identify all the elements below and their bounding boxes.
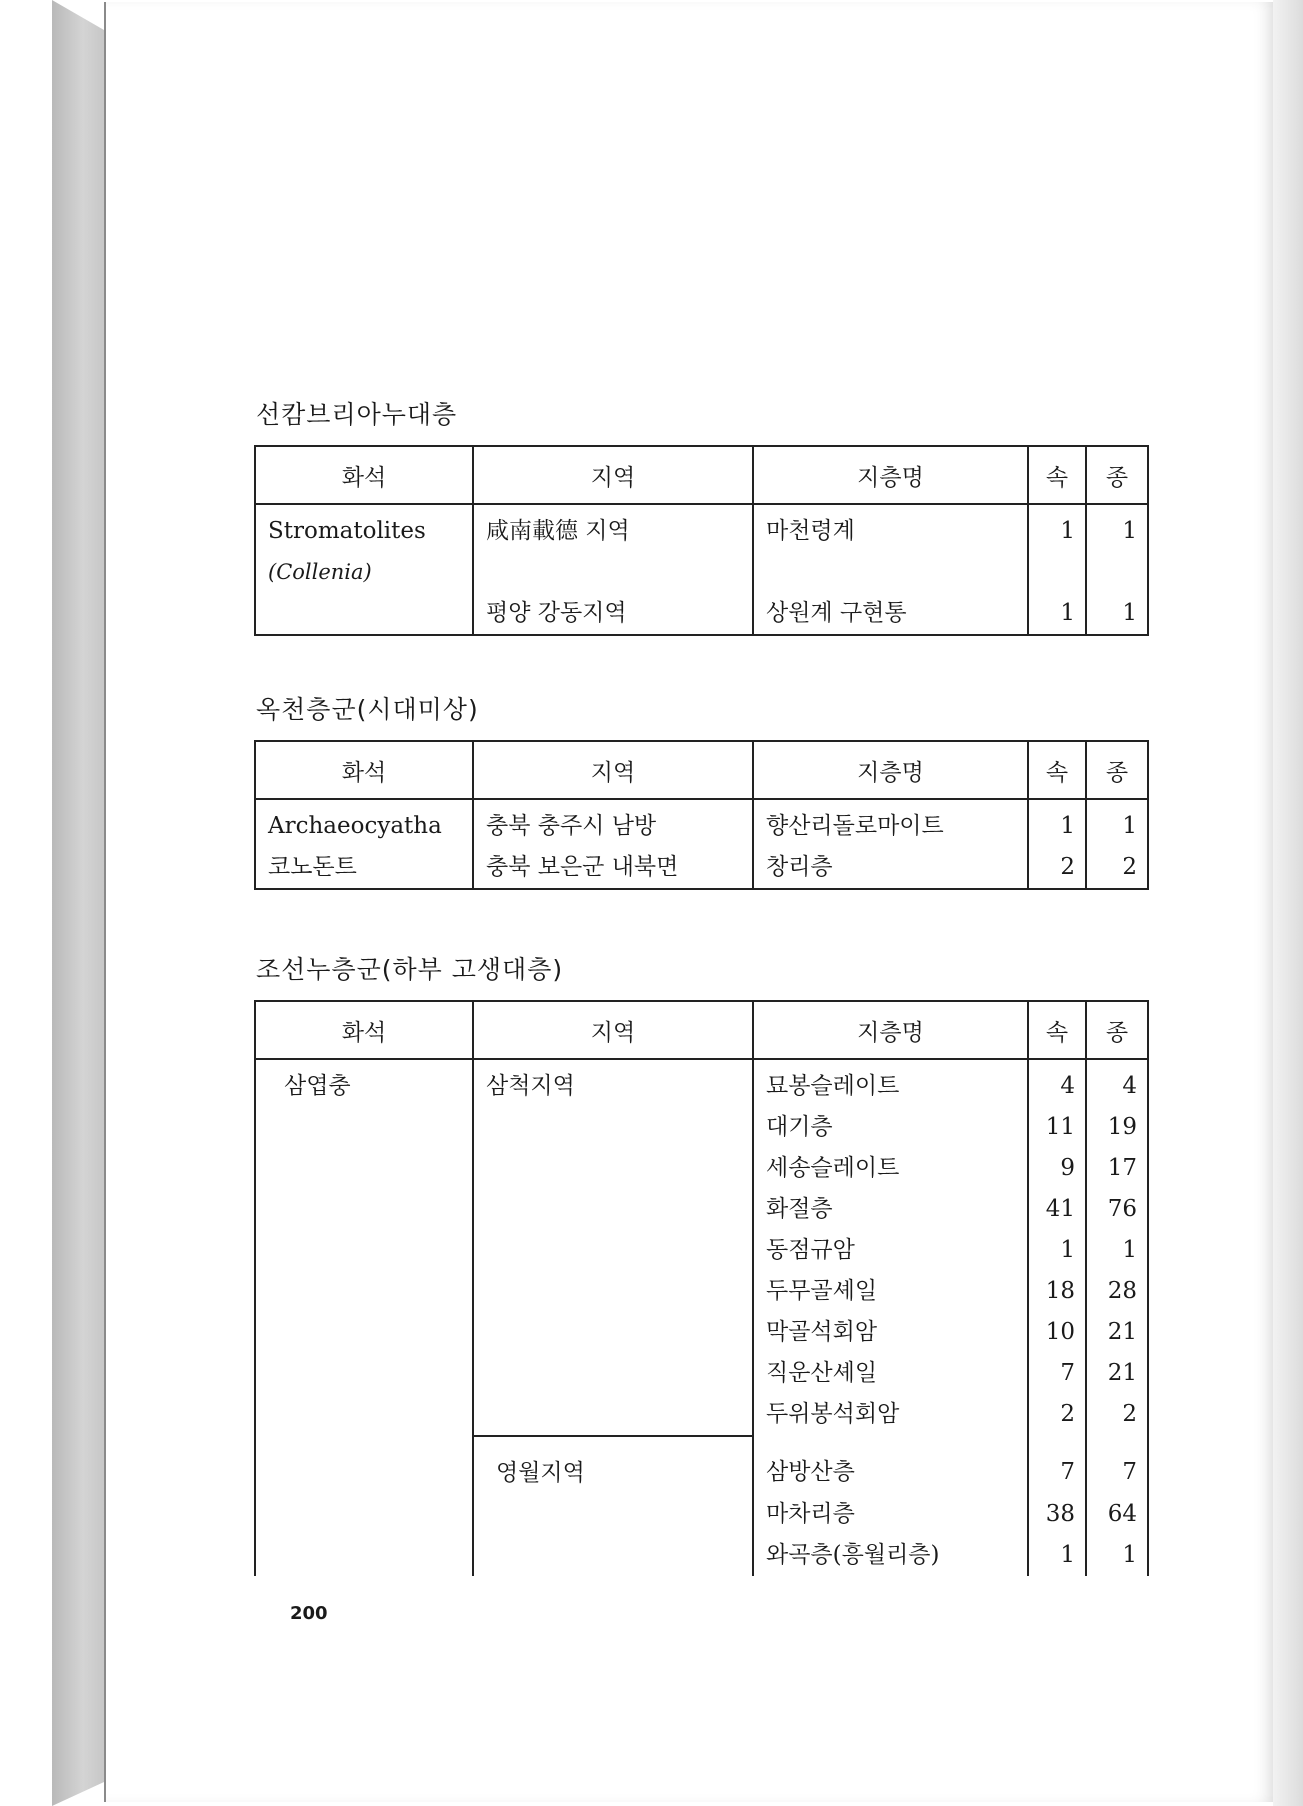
- region-cell: [473, 1230, 753, 1271]
- table-header-row: [255, 741, 1148, 799]
- strata-cell: 세송슬레이트: [753, 1148, 1028, 1189]
- table-row: [255, 1271, 1148, 1312]
- region-cell: [473, 1394, 753, 1436]
- column-header-strata: 지층명: [753, 741, 1028, 799]
- table-row: [255, 1394, 1148, 1436]
- genus-cell: 1: [1028, 1535, 1086, 1576]
- species-cell: 19: [1086, 1107, 1148, 1148]
- table-row: [255, 1494, 1148, 1535]
- genus-cell: 1: [1028, 593, 1086, 635]
- strata-cell: [753, 552, 1028, 593]
- fossil-cell: Stromatolites: [255, 504, 473, 552]
- species-cell: 21: [1086, 1353, 1148, 1394]
- genus-cell: 7: [1028, 1436, 1086, 1494]
- strata-cell: 마차리층: [753, 1494, 1028, 1535]
- strata-cell: 창리층: [753, 847, 1028, 889]
- page-number: 200: [290, 1603, 328, 1624]
- fossil-cell: [255, 1107, 473, 1148]
- species-cell: 17: [1086, 1148, 1148, 1189]
- fossil-cell: [255, 593, 473, 635]
- table-row: [255, 1059, 1148, 1107]
- table-row: [255, 1148, 1148, 1189]
- fossil-cell: [255, 1189, 473, 1230]
- species-cell: 2: [1086, 847, 1148, 889]
- section-title: 옥천층군(시대미상): [256, 695, 479, 724]
- genus-cell: 1: [1028, 504, 1086, 552]
- region-cell: [473, 1148, 753, 1189]
- fossil-cell: [255, 1148, 473, 1189]
- section-title: 선캄브리아누대층: [256, 400, 458, 429]
- region-cell: [473, 1535, 753, 1576]
- strata-cell: 동점규암: [753, 1230, 1028, 1271]
- species-cell: 1: [1086, 1535, 1148, 1576]
- strata-cell: 삼방산층: [753, 1436, 1028, 1494]
- table-row: [255, 1230, 1148, 1271]
- strata-cell: 마천령계: [753, 504, 1028, 552]
- fossil-cell: [255, 1271, 473, 1312]
- region-cell: [473, 1189, 753, 1230]
- table-row: [255, 1312, 1148, 1353]
- page-right-edge: [1273, 0, 1303, 1806]
- section-title: 조선누층군(하부 고생대층): [256, 955, 564, 984]
- column-header-fossil: 화석: [255, 1001, 473, 1059]
- genus-cell: 10: [1028, 1312, 1086, 1353]
- fossil-table: [254, 1000, 1149, 1576]
- strata-cell: 향산리돌로마이트: [753, 799, 1028, 847]
- table-row: [255, 1107, 1148, 1148]
- column-header-genus: 속: [1028, 446, 1086, 504]
- table-row: [255, 1353, 1148, 1394]
- region-cell: 咸南載德 지역: [473, 504, 753, 552]
- spine-corner-top: [52, 0, 104, 30]
- species-cell: 21: [1086, 1312, 1148, 1353]
- fossil-cell: [255, 1394, 473, 1436]
- species-cell: 1: [1086, 799, 1148, 847]
- section-okcheon: [254, 690, 1149, 890]
- species-cell: 4: [1086, 1059, 1148, 1107]
- table-row: [255, 552, 1148, 593]
- column-header-strata: 지층명: [753, 1001, 1028, 1059]
- species-cell: 1: [1086, 593, 1148, 635]
- species-cell: 2: [1086, 1394, 1148, 1436]
- section-precambrian: [254, 395, 1149, 636]
- strata-cell: 직운산셰일: [753, 1353, 1028, 1394]
- fossil-cell: [255, 1312, 473, 1353]
- column-header-region: 지역: [473, 741, 753, 799]
- fossil-cell: [255, 1494, 473, 1535]
- region-cell: [473, 1271, 753, 1312]
- column-header-region: 지역: [473, 446, 753, 504]
- fossil-cell: 코노돈트: [255, 847, 473, 889]
- region-cell: 영월지역: [473, 1436, 753, 1494]
- region-cell: [473, 552, 753, 593]
- table-header-row: [255, 1001, 1148, 1059]
- table-row: [255, 1436, 1148, 1494]
- genus-cell: 4: [1028, 1059, 1086, 1107]
- table-row: [255, 1189, 1148, 1230]
- genus-cell: 2: [1028, 1394, 1086, 1436]
- genus-cell: [1028, 552, 1086, 593]
- fossil-cell: [255, 1353, 473, 1394]
- species-cell: [1086, 552, 1148, 593]
- genus-cell: 1: [1028, 1230, 1086, 1271]
- table-row: [255, 847, 1148, 889]
- fossil-cell: [255, 1436, 473, 1494]
- strata-cell: 막골석회암: [753, 1312, 1028, 1353]
- strata-cell: 묘봉슬레이트: [753, 1059, 1028, 1107]
- table-row: [255, 504, 1148, 552]
- genus-cell: 41: [1028, 1189, 1086, 1230]
- region-cell: 평양 강동지역: [473, 593, 753, 635]
- fossil-cell: (Collenia): [255, 552, 473, 593]
- genus-cell: 1: [1028, 799, 1086, 847]
- species-cell: 28: [1086, 1271, 1148, 1312]
- column-header-species: 종: [1086, 446, 1148, 504]
- column-header-genus: 속: [1028, 741, 1086, 799]
- species-cell: 1: [1086, 1230, 1148, 1271]
- fossil-table: [254, 445, 1149, 636]
- region-cell: [473, 1494, 753, 1535]
- genus-cell: 18: [1028, 1271, 1086, 1312]
- column-header-fossil: 화석: [255, 741, 473, 799]
- strata-cell: 두무골셰일: [753, 1271, 1028, 1312]
- strata-cell: 화절층: [753, 1189, 1028, 1230]
- genus-cell: 2: [1028, 847, 1086, 889]
- column-header-genus: 속: [1028, 1001, 1086, 1059]
- genus-cell: 11: [1028, 1107, 1086, 1148]
- spine-corner-bottom: [52, 1782, 104, 1806]
- column-header-species: 종: [1086, 741, 1148, 799]
- region-cell: [473, 1353, 753, 1394]
- column-header-region: 지역: [473, 1001, 753, 1059]
- section-joseon: [254, 950, 1149, 1576]
- species-cell: 1: [1086, 504, 1148, 552]
- region-cell: [473, 1312, 753, 1353]
- region-cell: 충북 보은군 내북면: [473, 847, 753, 889]
- region-cell: [473, 1107, 753, 1148]
- fossil-cell: [255, 1230, 473, 1271]
- species-cell: 64: [1086, 1494, 1148, 1535]
- fossil-cell: [255, 1535, 473, 1576]
- strata-cell: 대기층: [753, 1107, 1028, 1148]
- fossil-cell: 삼엽충: [255, 1059, 473, 1107]
- fossil-cell: Archaeocyatha: [255, 799, 473, 847]
- table-row: [255, 593, 1148, 635]
- column-header-fossil: 화석: [255, 446, 473, 504]
- strata-cell: 와곡층(흥월리층): [753, 1535, 1028, 1576]
- column-header-species: 종: [1086, 1001, 1148, 1059]
- strata-cell: 상원계 구현통: [753, 593, 1028, 635]
- region-cell: 충북 충주시 남방: [473, 799, 753, 847]
- strata-cell: 두위봉석회암: [753, 1394, 1028, 1436]
- table-row: [255, 799, 1148, 847]
- species-cell: 7: [1086, 1436, 1148, 1494]
- table-row: [255, 1535, 1148, 1576]
- genus-cell: 9: [1028, 1148, 1086, 1189]
- fossil-table: [254, 740, 1149, 890]
- book-spine: [52, 0, 104, 1806]
- genus-cell: 38: [1028, 1494, 1086, 1535]
- genus-cell: 7: [1028, 1353, 1086, 1394]
- region-cell: 삼척지역: [473, 1059, 753, 1107]
- column-header-strata: 지층명: [753, 446, 1028, 504]
- table-header-row: [255, 446, 1148, 504]
- species-cell: 76: [1086, 1189, 1148, 1230]
